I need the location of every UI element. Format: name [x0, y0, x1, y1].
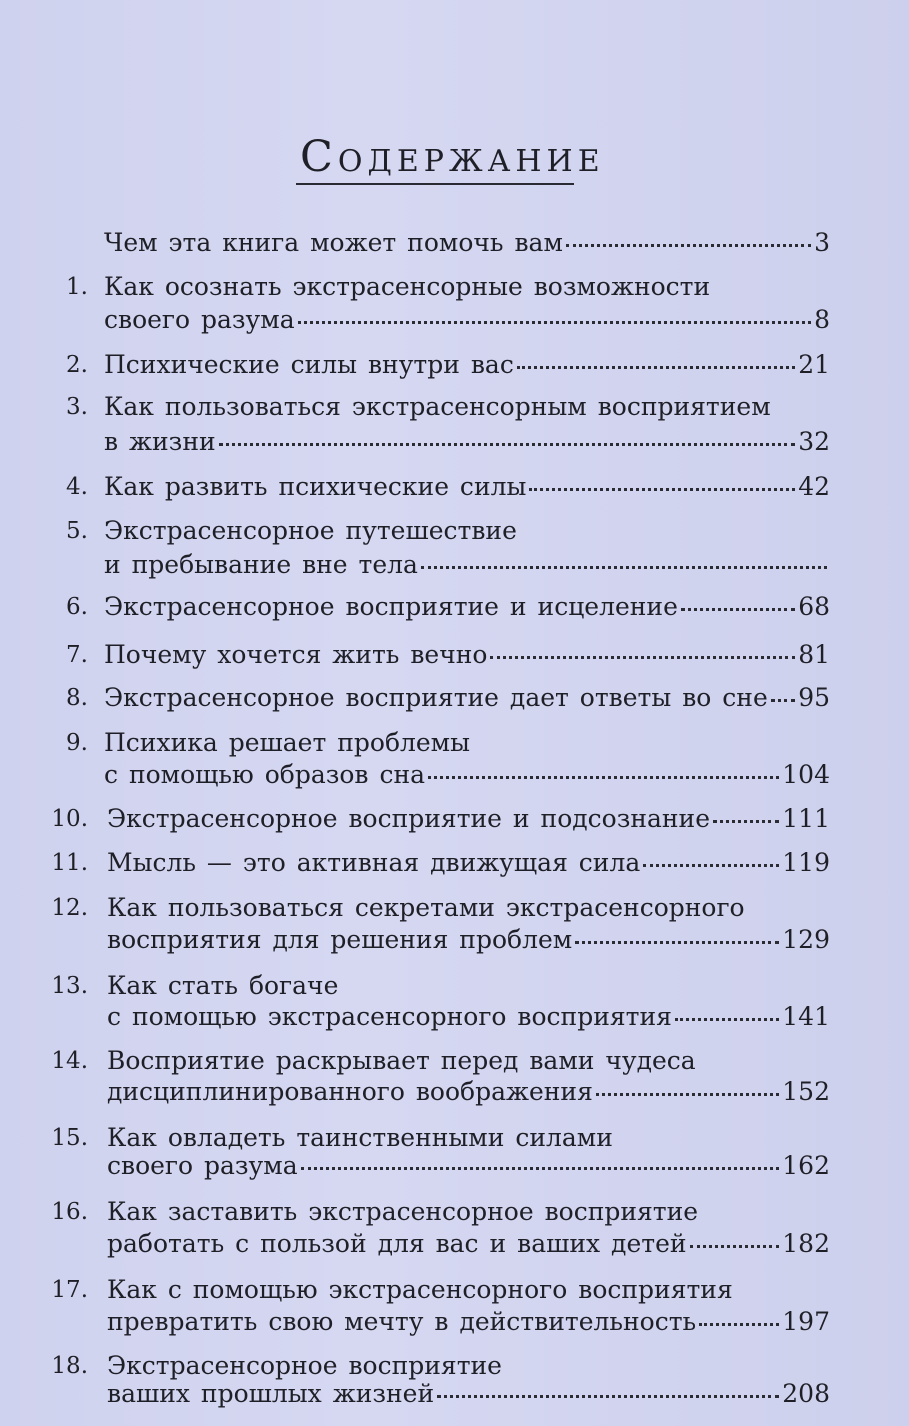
toc-entry-row	[107, 1381, 830, 1406]
toc-entry-title-line: превратить свою мечту в действительность	[107, 1307, 697, 1336]
toc-page-number: 162	[782, 1151, 830, 1180]
dot-leader	[713, 820, 779, 823]
toc-page-number: 68	[798, 592, 830, 621]
toc-page-number: 197	[782, 1307, 830, 1336]
toc-entry-number: 5.	[66, 518, 88, 544]
toc-entry-number: 6.	[66, 594, 88, 620]
toc-entry-title-line: Экстрасенсорное восприятие дает ответы во сне	[104, 683, 768, 712]
toc-entry-row	[104, 685, 830, 710]
toc-page-number: 111	[782, 804, 830, 833]
toc-entry-title-line: Чем эта книга может помочь вам	[104, 228, 563, 257]
toc-entry-number: 17.	[51, 1277, 88, 1303]
toc-entry-row	[107, 806, 830, 831]
toc-entry-title-line: Как с помощью экстрасенсорного восприятия	[107, 1275, 733, 1304]
toc-entry-title-line: в жизни	[104, 427, 216, 456]
toc-page-number: 141	[782, 1002, 830, 1031]
dot-leader	[298, 321, 811, 324]
toc-page-number: 119	[782, 848, 830, 877]
toc-entry-number: 9.	[66, 730, 88, 756]
toc-entry-title-line: и пребывание вне тела	[104, 550, 418, 579]
toc-entry-number: 4.	[66, 474, 88, 500]
toc-page-number: 104	[782, 760, 830, 789]
toc-entry-row	[107, 850, 830, 875]
toc-entry-title-line: Как осознать экстрасенсорные возможности	[104, 272, 711, 301]
toc-entry-row	[104, 762, 830, 787]
toc-entry-number: 8.	[66, 685, 88, 711]
toc-page-number: 3	[814, 228, 830, 257]
dot-leader	[219, 443, 796, 446]
toc-page-number: 81	[798, 640, 830, 669]
toc-page-number: 95	[798, 683, 830, 712]
toc-entry-title-line: Экстрасенсорное восприятие и исцеление	[104, 592, 678, 621]
toc-entry-row	[107, 1004, 830, 1029]
toc-entry-title-line: Как пользоваться секретами экстрасенсорного	[107, 893, 745, 922]
toc-entry-title-line: своего разума	[107, 1151, 298, 1180]
toc-entry-row	[104, 552, 830, 577]
dot-leader	[575, 941, 779, 944]
dot-leader	[529, 488, 795, 491]
dot-leader	[490, 656, 795, 659]
page-title: Содержание	[300, 132, 605, 182]
toc-entry-row	[107, 1153, 830, 1178]
toc-entry-number: 10.	[51, 806, 88, 832]
toc-entry-title-line: с помощью экстрасенсорного восприятия	[107, 1002, 672, 1031]
toc-entry-number: 1.	[66, 274, 88, 300]
toc-entry-title-line: Психика решает проблемы	[104, 728, 471, 757]
dot-leader	[681, 608, 795, 611]
dot-leader	[428, 776, 779, 779]
toc-entry-row	[104, 352, 830, 377]
toc-page-number: 42	[798, 472, 830, 501]
dot-leader	[566, 244, 811, 247]
toc-entry-title-line: Как развить психические силы	[104, 472, 527, 501]
toc-entry-title-line: восприятия для решения проблем	[107, 925, 573, 954]
dot-leader	[699, 1323, 779, 1326]
dot-leader	[301, 1167, 780, 1170]
toc-entry-title-line: Психические силы внутри вас	[104, 350, 514, 379]
toc-entry-row	[104, 642, 830, 667]
toc-entry-number: 2.	[66, 352, 88, 378]
toc-page-number: 208	[782, 1379, 830, 1408]
toc-entry-title-line: Как пользоваться экстрасенсорным восприятием	[104, 392, 771, 421]
dot-leader	[771, 699, 795, 702]
toc-entry-number: 16.	[51, 1199, 88, 1225]
toc-entry-number: 3.	[66, 394, 88, 420]
toc-entry-row	[104, 230, 830, 255]
toc-entry-row	[104, 307, 830, 332]
toc-entry-number: 12.	[51, 895, 88, 921]
toc-entry-number: 13.	[51, 973, 88, 999]
toc-page-number: 32	[798, 427, 830, 456]
dot-leader	[437, 1395, 779, 1398]
toc-entry-title-line: своего разума	[104, 305, 295, 334]
toc-page-number: 129	[782, 925, 830, 954]
toc-page-number: 21	[798, 350, 830, 379]
toc-entry-number: 7.	[66, 642, 88, 668]
toc-entry-title-line: Почему хочется жить вечно	[104, 640, 488, 669]
toc-entry-number: 18.	[51, 1353, 88, 1379]
toc-entry-title-line: Как заставить экстрасенсорное восприятие	[107, 1197, 699, 1226]
toc-page-number: 182	[782, 1229, 830, 1258]
toc-entry-row	[107, 1231, 830, 1256]
toc-entry-row	[107, 1079, 830, 1104]
toc-entry-title-line: Экстрасенсорное путешествие	[104, 516, 517, 545]
dot-leader	[596, 1093, 779, 1096]
toc-entry-row	[104, 474, 830, 499]
toc-entry-number: 15.	[51, 1125, 88, 1151]
toc-entry-title-line: с помощью образов сна	[104, 760, 426, 789]
toc-page-number: 8	[814, 305, 830, 334]
toc-entry-row	[104, 429, 830, 454]
dot-leader	[517, 366, 795, 369]
toc-entry-row	[104, 594, 830, 619]
toc-entry-title-line: Восприятие раскрывает перед вами чудеса	[107, 1046, 696, 1075]
toc-entry-row	[107, 927, 830, 952]
toc-entry-number: 14.	[51, 1048, 88, 1074]
toc-entry-title-line: Как овладеть таинственными силами	[107, 1123, 613, 1152]
toc-entry-title-line: работать с пользой для вас и ваших детей	[107, 1229, 687, 1258]
dot-leader	[690, 1245, 780, 1248]
toc-entry-title-line: Экстрасенсорное восприятие и подсознание	[107, 804, 711, 833]
dot-leader	[643, 864, 779, 867]
toc-entry-title-line: дисциплинированного воображения	[107, 1077, 593, 1106]
toc-entry-title-line: ваших прошлых жизней	[107, 1379, 435, 1408]
toc-entry-title-line: Экстрасенсорное восприятие	[107, 1351, 502, 1380]
toc-entry-title-line: Как стать богаче	[107, 971, 339, 1000]
toc-entry-title-line: Мысль — это активная движущая сила	[107, 848, 641, 877]
dot-leader	[675, 1018, 779, 1021]
toc-entry-row	[107, 1309, 830, 1334]
dot-leader	[421, 566, 827, 569]
toc-page-number: 152	[782, 1077, 830, 1106]
toc-entry-number: 11.	[51, 850, 88, 876]
